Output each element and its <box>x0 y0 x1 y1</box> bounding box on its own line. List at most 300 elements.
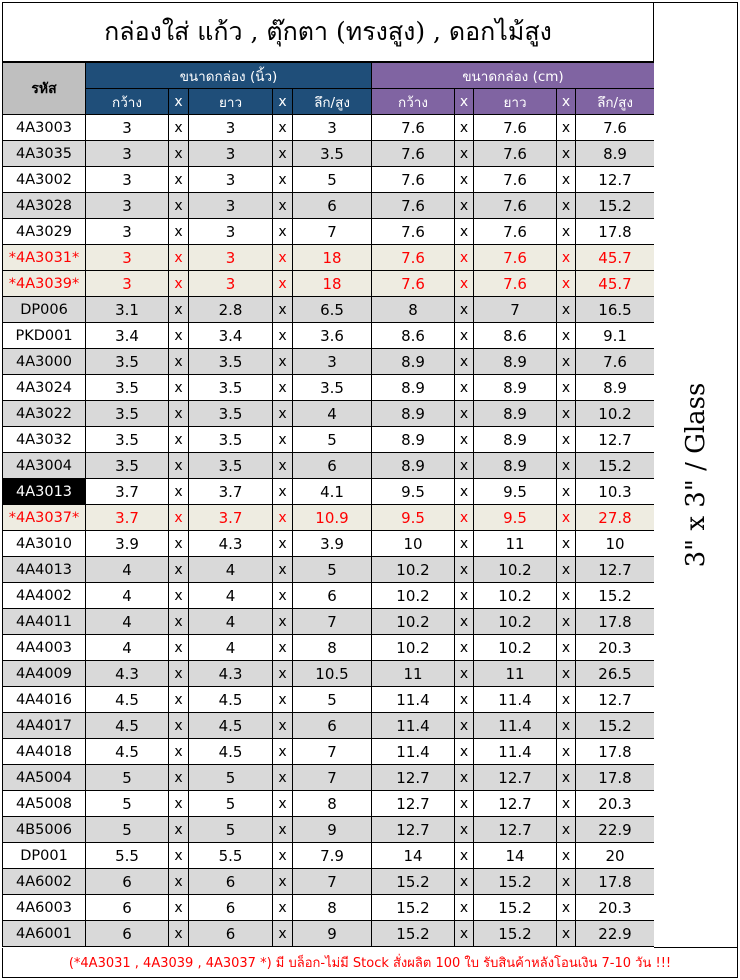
cm-depth-cell: 10.2 <box>576 401 655 427</box>
inch-width-cell: 5 <box>86 765 169 791</box>
inch-x-cell: x <box>169 453 189 479</box>
cm-depth-cell: 20.3 <box>576 635 655 661</box>
cm-x-cell: x <box>557 765 576 791</box>
cm-width-cell: 11.4 <box>372 739 455 765</box>
cm-x-cell: x <box>557 401 576 427</box>
cm-depth-cell: 20 <box>576 843 655 869</box>
cm-x-cell: x <box>455 687 474 713</box>
cm-length-cell: 7.6 <box>474 167 557 193</box>
cm-width-cell: 12.7 <box>372 791 455 817</box>
cm-x-cell: x <box>455 427 474 453</box>
inch-depth-cell: 18 <box>293 245 372 271</box>
cm-x-cell: x <box>455 115 474 141</box>
table-row <box>3 219 655 245</box>
cm-x-cell: x <box>455 869 474 895</box>
table-row <box>3 765 655 791</box>
inch-x-cell: x <box>169 531 189 557</box>
inch-length-cell: 4 <box>189 583 273 609</box>
cm-x-cell: x <box>455 375 474 401</box>
cm-length-cell: 15.2 <box>474 921 557 947</box>
code-cell: 4A3013 <box>3 479 86 505</box>
inch-x-cell: x <box>169 505 189 531</box>
table-row <box>3 635 655 661</box>
table-row <box>3 245 655 271</box>
inch-width-cell: 6 <box>86 921 169 947</box>
inch-x-cell: x <box>169 687 189 713</box>
inch-depth-cell: 6.5 <box>293 297 372 323</box>
cm-x-cell: x <box>557 817 576 843</box>
cm-x-cell: x <box>455 765 474 791</box>
inch-length-cell: 5 <box>189 765 273 791</box>
inch-x-cell: x <box>169 557 189 583</box>
cm-x-cell: x <box>557 661 576 687</box>
code-cell: 4A4011 <box>3 609 86 635</box>
cm-width-cell: 8.6 <box>372 323 455 349</box>
table-row <box>3 557 655 583</box>
inch-length-cell: 4.5 <box>189 739 273 765</box>
cm-width-cell: 11.4 <box>372 713 455 739</box>
inch-depth-cell: 8 <box>293 791 372 817</box>
inch-depth-cell: 18 <box>293 271 372 297</box>
inch-depth-header: ลึก/สูง <box>293 89 372 115</box>
inch-x-cell: x <box>273 219 293 245</box>
cm-x-cell: x <box>557 375 576 401</box>
cm-x-cell: x <box>557 713 576 739</box>
cm-depth-cell: 15.2 <box>576 193 655 219</box>
inch-x-header: x <box>273 89 293 115</box>
inch-length-cell: 3 <box>189 193 273 219</box>
inch-x-cell: x <box>273 271 293 297</box>
cm-x-cell: x <box>557 609 576 635</box>
inch-width-cell: 3 <box>86 141 169 167</box>
cm-x-cell: x <box>455 271 474 297</box>
inch-width-cell: 3.5 <box>86 349 169 375</box>
cm-length-cell: 10.2 <box>474 583 557 609</box>
code-cell: 4A3010 <box>3 531 86 557</box>
cm-width-cell: 8.9 <box>372 401 455 427</box>
table-row <box>3 323 655 349</box>
cm-length-cell: 10.2 <box>474 557 557 583</box>
code-cell: *4A3031* <box>3 245 86 271</box>
table-row <box>3 115 655 141</box>
cm-width-cell: 10 <box>372 531 455 557</box>
cm-length-cell: 7.6 <box>474 115 557 141</box>
cm-depth-cell: 17.8 <box>576 869 655 895</box>
cm-width-cell: 15.2 <box>372 921 455 947</box>
inch-length-cell: 3 <box>189 167 273 193</box>
inch-depth-cell: 3 <box>293 115 372 141</box>
code-cell: 4A3029 <box>3 219 86 245</box>
cm-width-cell: 7.6 <box>372 115 455 141</box>
code-cell: DP001 <box>3 843 86 869</box>
cm-length-cell: 12.7 <box>474 791 557 817</box>
cm-length-cell: 9.5 <box>474 479 557 505</box>
cm-depth-header: ลึก/สูง <box>576 89 655 115</box>
inch-x-cell: x <box>169 817 189 843</box>
cm-x-cell: x <box>455 661 474 687</box>
inch-x-cell: x <box>169 375 189 401</box>
cm-depth-cell: 17.8 <box>576 219 655 245</box>
cm-depth-cell: 27.8 <box>576 505 655 531</box>
code-cell: 4A4009 <box>3 661 86 687</box>
inch-x-cell: x <box>169 349 189 375</box>
table-row <box>3 661 655 687</box>
inch-length-cell: 2.8 <box>189 297 273 323</box>
inch-length-cell: 4 <box>189 557 273 583</box>
inch-width-cell: 3 <box>86 193 169 219</box>
cm-length-cell: 12.7 <box>474 765 557 791</box>
inch-depth-cell: 7 <box>293 219 372 245</box>
cm-width-cell: 7.6 <box>372 141 455 167</box>
inch-x-cell: x <box>273 713 293 739</box>
cm-width-cell: 8.9 <box>372 375 455 401</box>
inch-length-cell: 3.5 <box>189 375 273 401</box>
inch-x-cell: x <box>169 401 189 427</box>
inch-width-cell: 5.5 <box>86 843 169 869</box>
code-cell: 4A6002 <box>3 869 86 895</box>
table-row <box>3 427 655 453</box>
table-row <box>3 713 655 739</box>
code-header: รหัส <box>3 63 86 115</box>
inch-depth-cell: 7 <box>293 739 372 765</box>
inch-x-cell: x <box>273 687 293 713</box>
inch-x-cell: x <box>273 141 293 167</box>
table-row <box>3 453 655 479</box>
inch-x-cell: x <box>169 219 189 245</box>
inch-x-cell: x <box>169 245 189 271</box>
inch-depth-cell: 10.9 <box>293 505 372 531</box>
inch-depth-cell: 4 <box>293 401 372 427</box>
cm-x-cell: x <box>557 531 576 557</box>
inch-width-cell: 3.5 <box>86 427 169 453</box>
cm-x-cell: x <box>557 167 576 193</box>
cm-depth-cell: 10 <box>576 531 655 557</box>
cm-x-cell: x <box>455 713 474 739</box>
cm-width-cell: 8.9 <box>372 427 455 453</box>
cm-depth-cell: 45.7 <box>576 245 655 271</box>
cm-length-cell: 11 <box>474 531 557 557</box>
inch-x-cell: x <box>169 713 189 739</box>
table-row <box>3 167 655 193</box>
inch-width-cell: 5 <box>86 791 169 817</box>
cm-x-cell: x <box>557 687 576 713</box>
cm-length-cell: 11 <box>474 661 557 687</box>
inch-x-cell: x <box>169 739 189 765</box>
inch-width-cell: 3.7 <box>86 479 169 505</box>
cm-length-header: ยาว <box>474 89 557 115</box>
cm-x-cell: x <box>455 479 474 505</box>
inch-depth-cell: 6 <box>293 583 372 609</box>
cm-x-cell: x <box>455 531 474 557</box>
code-cell: 4B5006 <box>3 817 86 843</box>
cm-depth-cell: 12.7 <box>576 687 655 713</box>
inch-x-cell: x <box>273 453 293 479</box>
cm-depth-cell: 17.8 <box>576 765 655 791</box>
inch-length-header: ยาว <box>189 89 273 115</box>
cm-length-cell: 8.9 <box>474 427 557 453</box>
inch-depth-cell: 7 <box>293 765 372 791</box>
inch-depth-cell: 5 <box>293 167 372 193</box>
inch-depth-cell: 10.5 <box>293 661 372 687</box>
code-cell: 4A5004 <box>3 765 86 791</box>
inch-x-cell: x <box>169 297 189 323</box>
inch-width-cell: 3.7 <box>86 505 169 531</box>
inch-depth-cell: 7.9 <box>293 843 372 869</box>
table-row <box>3 375 655 401</box>
table-row <box>3 817 655 843</box>
cm-x-cell: x <box>455 219 474 245</box>
table-row <box>3 271 655 297</box>
code-cell: 4A4002 <box>3 583 86 609</box>
inch-x-cell: x <box>273 583 293 609</box>
inch-depth-cell: 9 <box>293 921 372 947</box>
inch-width-cell: 3.1 <box>86 297 169 323</box>
cm-x-cell: x <box>455 739 474 765</box>
table-row <box>3 869 655 895</box>
inch-x-cell: x <box>273 921 293 947</box>
inch-x-cell: x <box>273 817 293 843</box>
cm-length-cell: 11.4 <box>474 713 557 739</box>
cm-length-cell: 8.9 <box>474 453 557 479</box>
inch-depth-cell: 5 <box>293 687 372 713</box>
cm-x-cell: x <box>455 349 474 375</box>
cm-x-cell: x <box>557 245 576 271</box>
inch-width-header: กว้าง <box>86 89 169 115</box>
inch-width-cell: 5 <box>86 817 169 843</box>
inch-width-cell: 6 <box>86 869 169 895</box>
code-cell: DP006 <box>3 297 86 323</box>
inch-x-cell: x <box>169 167 189 193</box>
inch-width-cell: 4 <box>86 609 169 635</box>
cm-x-cell: x <box>557 505 576 531</box>
inch-depth-cell: 8 <box>293 635 372 661</box>
inch-depth-cell: 3.5 <box>293 375 372 401</box>
cm-x-cell: x <box>557 921 576 947</box>
cm-width-cell: 12.7 <box>372 817 455 843</box>
cm-depth-cell: 15.2 <box>576 453 655 479</box>
inch-x-cell: x <box>169 661 189 687</box>
cm-width-cell: 7.6 <box>372 167 455 193</box>
cm-x-cell: x <box>557 479 576 505</box>
cm-x-cell: x <box>455 609 474 635</box>
inch-x-cell: x <box>273 661 293 687</box>
inch-depth-cell: 6 <box>293 193 372 219</box>
cm-x-header: x <box>455 89 474 115</box>
cm-width-cell: 15.2 <box>372 869 455 895</box>
table-row <box>3 505 655 531</box>
code-cell: 4A4018 <box>3 739 86 765</box>
inch-depth-cell: 7 <box>293 869 372 895</box>
cm-length-cell: 8.6 <box>474 323 557 349</box>
table-row <box>3 193 655 219</box>
inch-depth-cell: 5 <box>293 557 372 583</box>
inch-length-cell: 3 <box>189 115 273 141</box>
cm-depth-cell: 17.8 <box>576 609 655 635</box>
inch-width-cell: 4.5 <box>86 713 169 739</box>
cm-length-cell: 7.6 <box>474 245 557 271</box>
inch-depth-cell: 3.9 <box>293 531 372 557</box>
inch-length-cell: 3 <box>189 219 273 245</box>
inch-x-cell: x <box>273 609 293 635</box>
inch-x-cell: x <box>169 791 189 817</box>
inch-depth-cell: 3 <box>293 349 372 375</box>
cm-x-cell: x <box>557 739 576 765</box>
cm-length-cell: 7.6 <box>474 271 557 297</box>
cm-width-cell: 10.2 <box>372 557 455 583</box>
cm-length-cell: 11.4 <box>474 687 557 713</box>
table-row <box>3 349 655 375</box>
page-title: กล่องใส่ แก้ว , ตุ๊กตา (ทรงสูง) , ดอกไม้สูง <box>2 2 654 62</box>
header-column-row <box>3 89 655 115</box>
inch-depth-cell: 3.6 <box>293 323 372 349</box>
cm-x-cell: x <box>455 895 474 921</box>
cm-x-cell: x <box>557 869 576 895</box>
inch-width-cell: 4.5 <box>86 687 169 713</box>
inch-x-cell: x <box>273 297 293 323</box>
cm-x-cell: x <box>557 193 576 219</box>
inch-length-cell: 5 <box>189 817 273 843</box>
side-label-panel <box>654 2 738 948</box>
code-cell: 4A3004 <box>3 453 86 479</box>
inch-width-cell: 3 <box>86 167 169 193</box>
cm-width-cell: 14 <box>372 843 455 869</box>
inch-x-cell: x <box>273 115 293 141</box>
inch-length-cell: 3.7 <box>189 505 273 531</box>
inch-width-cell: 3.5 <box>86 401 169 427</box>
inch-width-cell: 3 <box>86 245 169 271</box>
table-row <box>3 791 655 817</box>
cm-depth-cell: 16.5 <box>576 297 655 323</box>
cm-length-cell: 15.2 <box>474 895 557 921</box>
cm-x-cell: x <box>557 895 576 921</box>
cm-width-cell: 8.9 <box>372 453 455 479</box>
code-cell: PKD001 <box>3 323 86 349</box>
inch-length-cell: 6 <box>189 895 273 921</box>
cm-width-cell: 7.6 <box>372 245 455 271</box>
cm-depth-cell: 20.3 <box>576 791 655 817</box>
inch-x-cell: x <box>169 609 189 635</box>
inch-x-cell: x <box>273 479 293 505</box>
cm-depth-cell: 7.6 <box>576 115 655 141</box>
cm-x-cell: x <box>557 557 576 583</box>
cm-depth-cell: 26.5 <box>576 661 655 687</box>
inch-depth-cell: 6 <box>293 713 372 739</box>
price-sheet <box>2 2 738 978</box>
cm-depth-cell: 12.7 <box>576 557 655 583</box>
cm-x-cell: x <box>557 219 576 245</box>
inch-width-cell: 3.9 <box>86 531 169 557</box>
cm-length-cell: 12.7 <box>474 817 557 843</box>
inch-group-header: ขนาดกล่อง (นิ้ว) <box>86 63 372 89</box>
inch-length-cell: 5 <box>189 791 273 817</box>
code-cell: 4A3000 <box>3 349 86 375</box>
cm-x-cell: x <box>557 323 576 349</box>
cm-length-cell: 7.6 <box>474 141 557 167</box>
table-row <box>3 609 655 635</box>
cm-width-cell: 7.6 <box>372 271 455 297</box>
inch-x-cell: x <box>273 375 293 401</box>
cm-depth-cell: 45.7 <box>576 271 655 297</box>
table-row <box>3 531 655 557</box>
inch-length-cell: 4 <box>189 609 273 635</box>
cm-width-header: กว้าง <box>372 89 455 115</box>
cm-depth-cell: 17.8 <box>576 739 655 765</box>
table-row <box>3 297 655 323</box>
inch-x-cell: x <box>273 557 293 583</box>
cm-length-cell: 10.2 <box>474 609 557 635</box>
code-cell: 4A3022 <box>3 401 86 427</box>
inch-width-cell: 6 <box>86 895 169 921</box>
inch-x-cell: x <box>273 505 293 531</box>
cm-length-cell: 15.2 <box>474 869 557 895</box>
inch-x-cell: x <box>273 349 293 375</box>
inch-width-cell: 3 <box>86 115 169 141</box>
cm-depth-cell: 8.9 <box>576 375 655 401</box>
cm-depth-cell: 12.7 <box>576 427 655 453</box>
table-row <box>3 479 655 505</box>
inch-depth-cell: 9 <box>293 817 372 843</box>
cm-x-cell: x <box>455 141 474 167</box>
cm-width-cell: 9.5 <box>372 505 455 531</box>
cm-length-cell: 7.6 <box>474 193 557 219</box>
inch-x-cell: x <box>273 167 293 193</box>
inch-x-cell: x <box>169 895 189 921</box>
table-row <box>3 739 655 765</box>
inch-x-cell: x <box>169 427 189 453</box>
code-cell: *4A3039* <box>3 271 86 297</box>
inch-x-cell: x <box>169 869 189 895</box>
cm-x-cell: x <box>455 843 474 869</box>
cm-x-cell: x <box>455 557 474 583</box>
inch-length-cell: 6 <box>189 921 273 947</box>
code-cell: 4A3002 <box>3 167 86 193</box>
inch-x-cell: x <box>273 765 293 791</box>
cm-depth-cell: 12.7 <box>576 167 655 193</box>
footer-note: (*4A3031 , 4A3039 , 4A3037 *) มี บล็อก-ไม่มี Stock สั่งผลิต 100 ใบ รับสินค้าหลังโอนเงิน 7-10 วัน !!! <box>2 948 738 978</box>
inch-x-cell: x <box>169 921 189 947</box>
cm-x-cell: x <box>557 843 576 869</box>
inch-length-cell: 4.3 <box>189 661 273 687</box>
inch-x-cell: x <box>273 531 293 557</box>
cm-depth-cell: 20.3 <box>576 895 655 921</box>
code-cell: 4A4013 <box>3 557 86 583</box>
cm-x-cell: x <box>557 635 576 661</box>
inch-width-cell: 4.3 <box>86 661 169 687</box>
inch-width-cell: 4.5 <box>86 739 169 765</box>
inch-depth-cell: 3.5 <box>293 141 372 167</box>
inch-depth-cell: 4.1 <box>293 479 372 505</box>
inch-x-cell: x <box>273 193 293 219</box>
cm-x-cell: x <box>455 505 474 531</box>
cm-width-cell: 12.7 <box>372 765 455 791</box>
table-row <box>3 401 655 427</box>
inch-width-cell: 4 <box>86 635 169 661</box>
inch-length-cell: 3.5 <box>189 453 273 479</box>
cm-length-cell: 9.5 <box>474 505 557 531</box>
header-group-row <box>3 63 655 89</box>
inch-width-cell: 3.5 <box>86 375 169 401</box>
table-row <box>3 583 655 609</box>
cm-length-cell: 7.6 <box>474 219 557 245</box>
inch-length-cell: 4.3 <box>189 531 273 557</box>
cm-length-cell: 8.9 <box>474 375 557 401</box>
inch-x-cell: x <box>273 401 293 427</box>
cm-x-cell: x <box>455 193 474 219</box>
inch-depth-cell: 5 <box>293 427 372 453</box>
cm-width-cell: 7.6 <box>372 219 455 245</box>
cm-x-cell: x <box>455 817 474 843</box>
inch-x-cell: x <box>169 843 189 869</box>
